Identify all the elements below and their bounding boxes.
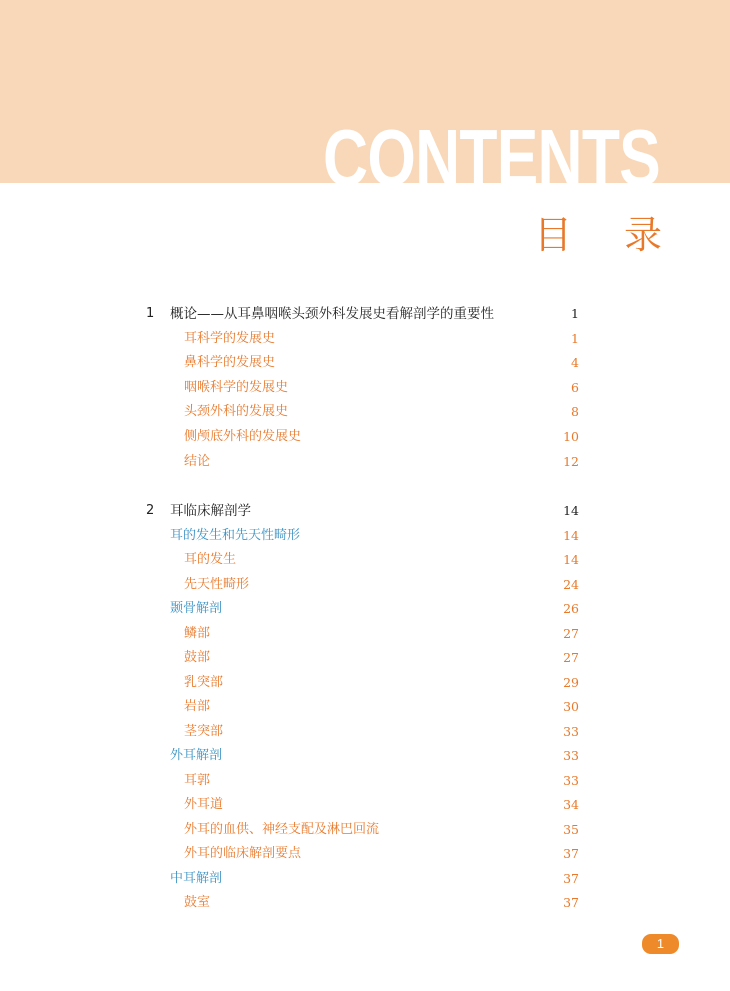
toc-entry-title: 外耳的临床解剖要点: [184, 843, 305, 865]
page-title: 目录: [533, 213, 714, 257]
dot-leader: [306, 525, 560, 547]
toc-entry-page: 33: [563, 724, 579, 739]
toc-entry-title: 耳的发生和先天性畸形: [170, 525, 304, 547]
toc-entry-title: 鼓室: [184, 892, 214, 914]
toc-entry-title: 头颈外科的发展史: [184, 401, 292, 423]
contents-banner-word: CONTENTS: [323, 113, 660, 186]
toc-entry-page: 30: [563, 699, 579, 714]
toc-entry-title: 侧颅底外科的发展史: [184, 426, 305, 448]
dot-leader: [216, 623, 560, 645]
toc-entry[interactable]: [0, 328, 730, 350]
dot-leader: [229, 721, 560, 743]
dot-leader: [500, 303, 560, 325]
dot-leader: [307, 426, 560, 448]
toc-entry[interactable]: [0, 303, 730, 325]
toc-entry[interactable]: [0, 500, 730, 522]
toc-entry[interactable]: [0, 794, 730, 816]
toc-entry[interactable]: [0, 451, 730, 473]
dot-leader: [255, 574, 560, 596]
toc-entry-page: 35: [563, 822, 579, 837]
dot-leader: [216, 451, 560, 473]
toc-entry-page: 14: [563, 503, 579, 518]
dot-leader: [228, 868, 560, 890]
toc-entry[interactable]: [0, 549, 730, 571]
toc-entry-page: 12: [563, 454, 579, 469]
toc-entry-title: 耳的发生: [184, 549, 240, 571]
dot-leader: [216, 892, 560, 914]
toc-entry-page: 24: [563, 577, 579, 592]
toc-entry-page: 4: [571, 355, 579, 370]
toc-entry-title: 外耳道: [184, 794, 227, 816]
toc-entry-page: 33: [563, 748, 579, 763]
toc-entry-title: 耳郭: [184, 770, 214, 792]
toc-entry-title: 咽喉科学的发展史: [184, 377, 292, 399]
toc-entry-title: 外耳的血供、神经支配及淋巴回流: [184, 819, 383, 841]
toc-entry[interactable]: [0, 843, 730, 865]
dot-leader: [281, 352, 560, 374]
dot-leader: [216, 647, 560, 669]
toc-entry-page: 6: [571, 380, 579, 395]
toc-entry[interactable]: [0, 623, 730, 645]
toc-entry-title: 鼻科学的发展史: [184, 352, 279, 374]
dot-leader: [294, 401, 560, 423]
toc-entry[interactable]: [0, 819, 730, 841]
dot-leader: [229, 672, 560, 694]
toc-entry-title: 乳突部: [184, 672, 227, 694]
toc-entry[interactable]: [0, 426, 730, 448]
toc-entry-page: 14: [563, 528, 579, 543]
toc-entry-page: 10: [563, 429, 579, 444]
toc-entry-page: 37: [563, 846, 579, 861]
toc-entry-title: 耳科学的发展史: [184, 328, 279, 350]
toc-entry[interactable]: [0, 377, 730, 399]
toc-entry-title: 中耳解剖: [170, 868, 226, 890]
toc-entry-title: 耳临床解剖学: [170, 500, 255, 522]
toc-entry-page: 27: [563, 626, 579, 641]
toc-entry[interactable]: [0, 721, 730, 743]
dot-leader: [229, 794, 560, 816]
toc-entry-title: 外耳解剖: [170, 745, 226, 767]
toc-entry[interactable]: [0, 745, 730, 767]
toc-entry-page: 34: [563, 797, 579, 812]
toc-entry-title: 颞骨解剖: [170, 598, 226, 620]
toc-entry-page: 37: [563, 895, 579, 910]
toc-entry-title: 结论: [184, 451, 214, 473]
toc-entry-title: 概论——从耳鼻咽喉头颈外科发展史看解剖学的重要性: [170, 303, 498, 325]
dot-leader: [294, 377, 560, 399]
toc-entry[interactable]: [0, 672, 730, 694]
toc-entry-title: 鼓部: [184, 647, 214, 669]
chapter-number: 1: [146, 306, 155, 321]
toc-entry[interactable]: [0, 525, 730, 547]
toc-entry[interactable]: [0, 598, 730, 620]
dot-leader: [385, 819, 560, 841]
toc-entry-title: 茎突部: [184, 721, 227, 743]
toc-entry-title: 岩部: [184, 696, 214, 718]
dot-leader: [228, 598, 560, 620]
toc-entry[interactable]: [0, 868, 730, 890]
toc-entry-title: 先天性畸形: [184, 574, 253, 596]
toc-entry[interactable]: [0, 696, 730, 718]
toc-entry[interactable]: [0, 647, 730, 669]
chapter-number: 2: [146, 503, 155, 518]
dot-leader: [281, 328, 560, 350]
toc-entry-page: 33: [563, 773, 579, 788]
dot-leader: [228, 745, 560, 767]
toc-entry-page: 27: [563, 650, 579, 665]
toc-entry-page: 1: [571, 306, 579, 321]
toc-entry-page: 14: [563, 552, 579, 567]
toc-entry-page: 8: [571, 404, 579, 419]
toc-entry-title: 鳞部: [184, 623, 214, 645]
dot-leader: [257, 500, 560, 522]
page-number-badge: 1: [642, 934, 679, 954]
toc-entry[interactable]: [0, 401, 730, 423]
dot-leader: [242, 549, 560, 571]
dot-leader: [216, 696, 560, 718]
toc-entry-page: 29: [563, 675, 579, 690]
toc-entry-page: 1: [571, 331, 579, 346]
toc-entry[interactable]: [0, 770, 730, 792]
toc-entry-page: 37: [563, 871, 579, 886]
dot-leader: [216, 770, 560, 792]
toc-entry[interactable]: [0, 352, 730, 374]
toc-entry[interactable]: [0, 892, 730, 914]
toc-entry[interactable]: [0, 574, 730, 596]
dot-leader: [307, 843, 560, 865]
toc-entry-page: 26: [563, 601, 579, 616]
